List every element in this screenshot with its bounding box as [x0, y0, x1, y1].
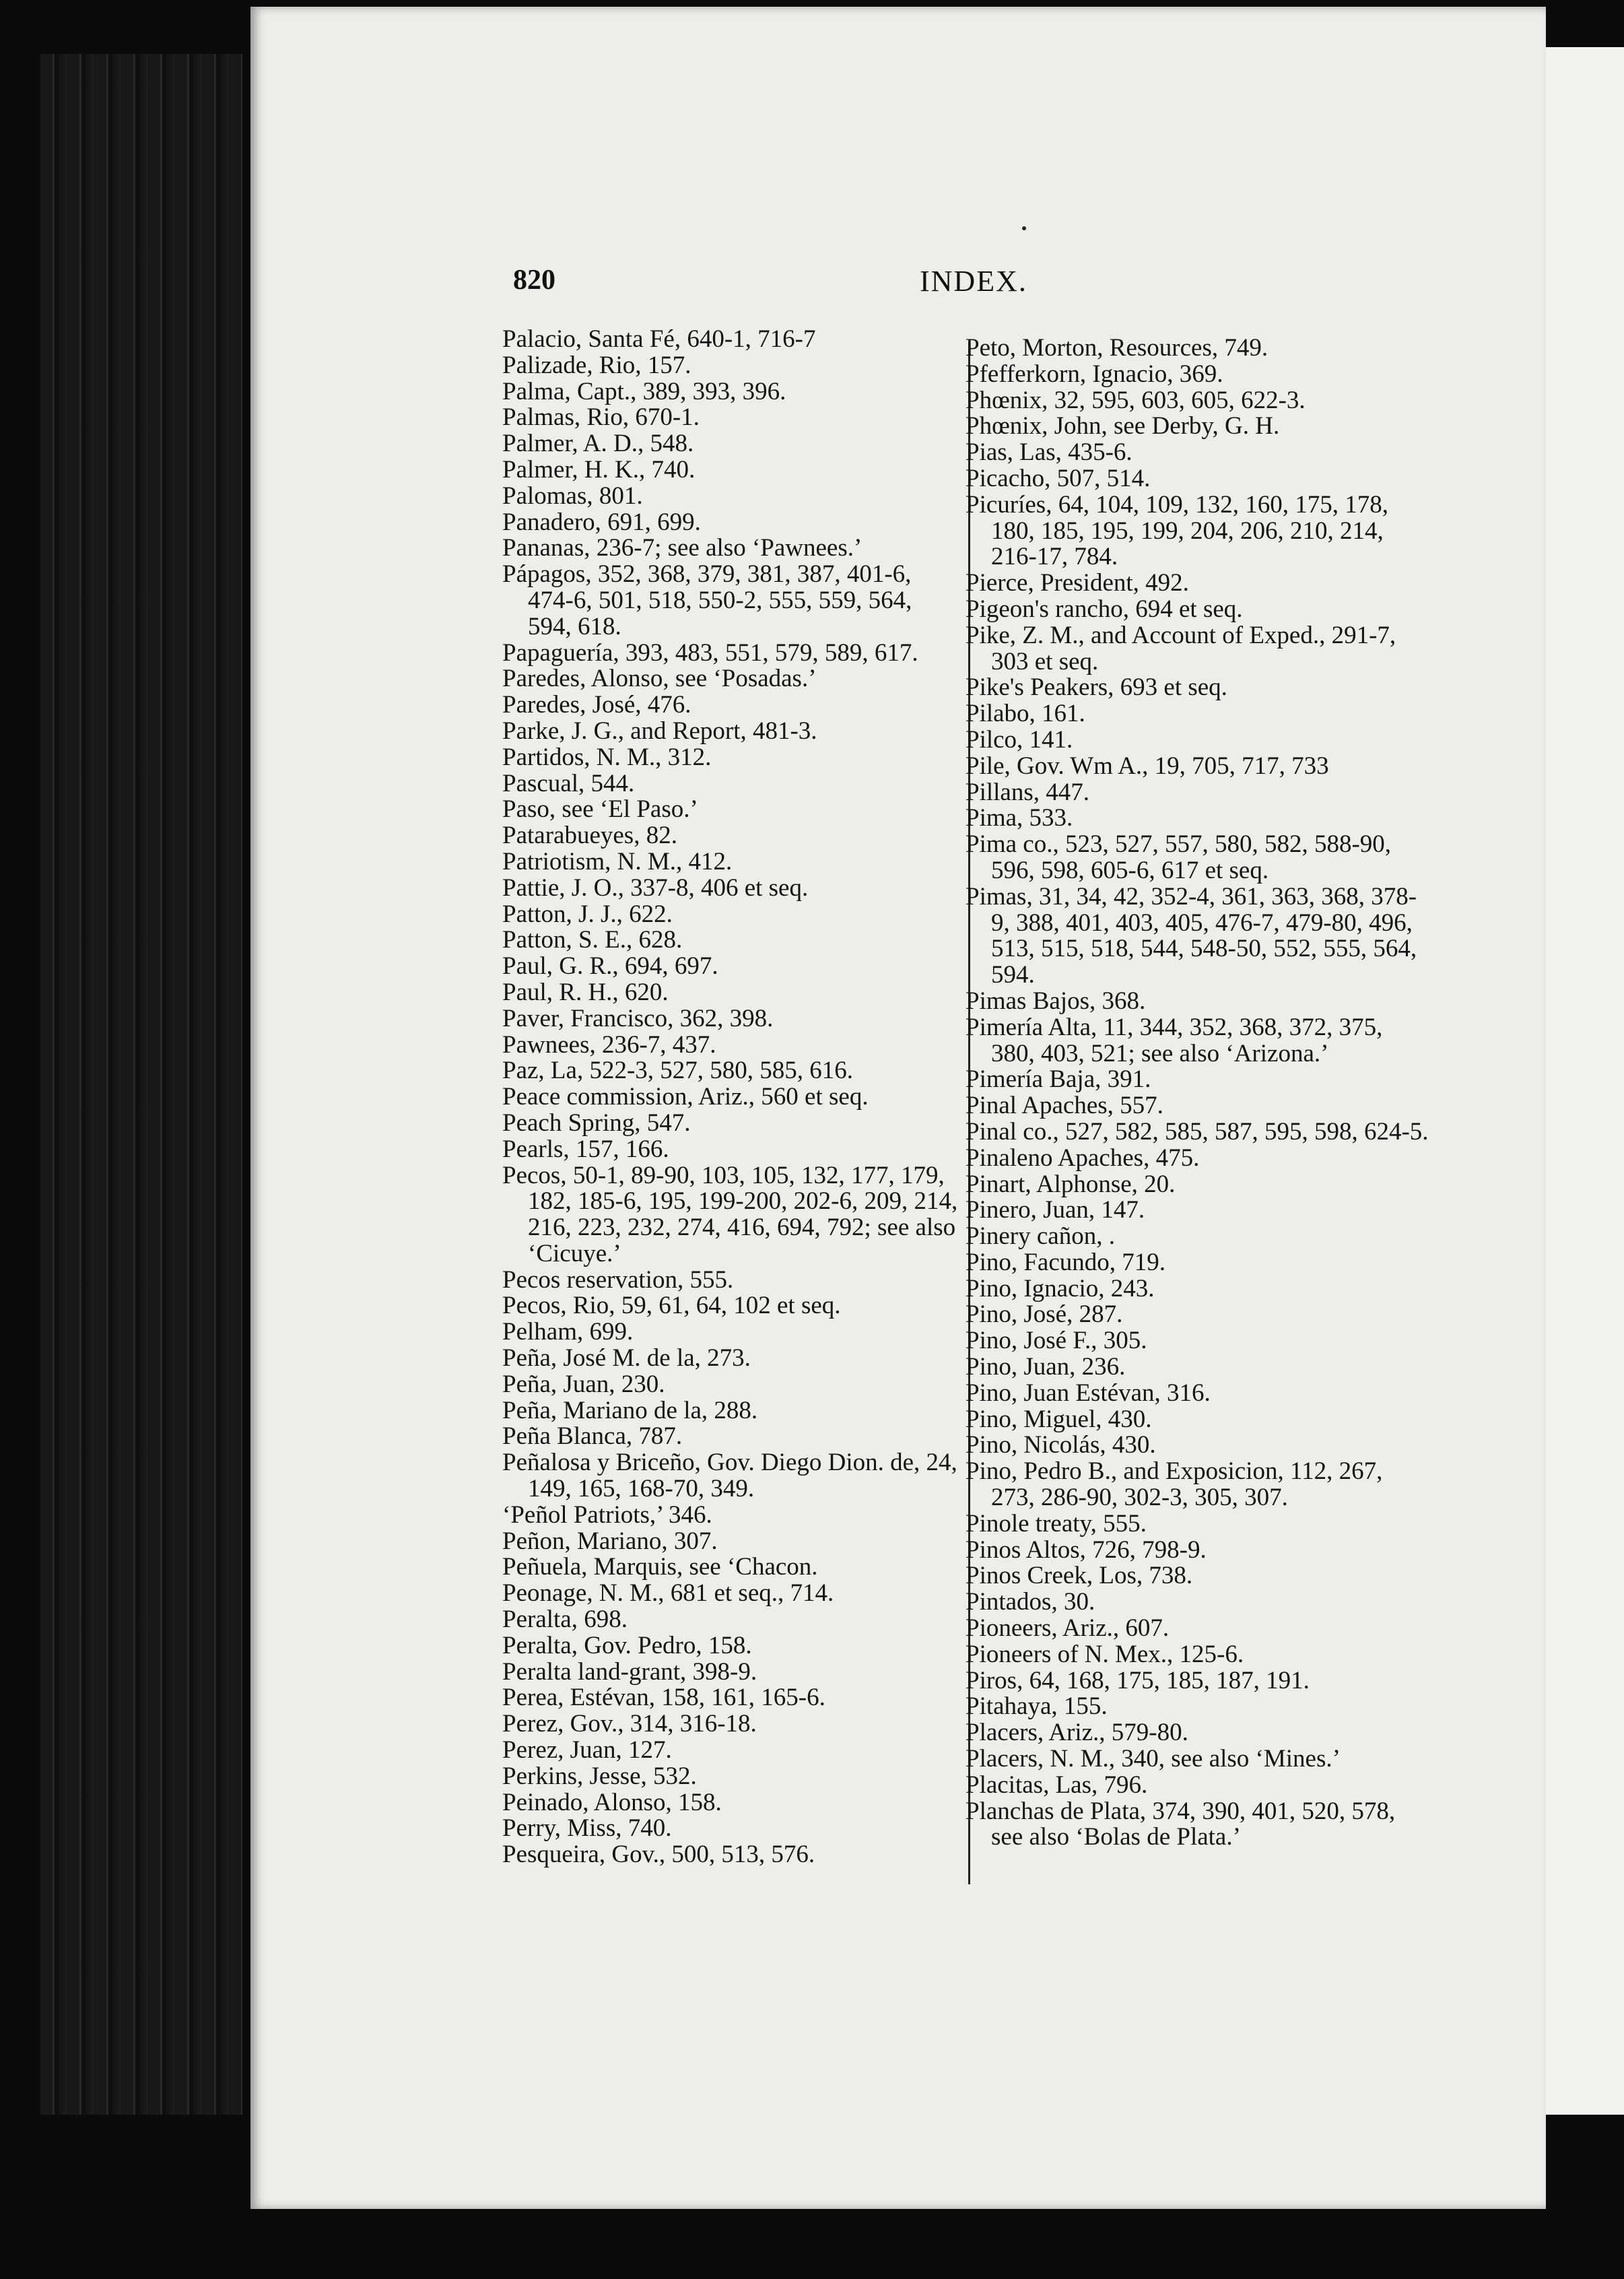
index-entry: Peinado, Alonso, 158. [502, 1788, 722, 1816]
index-entry: Pelham, 699. [502, 1318, 634, 1346]
index-entry: Pattie, J. O., 337-8, 406 et seq. [502, 873, 809, 902]
index-entry: Perkins, Jesse, 532. [502, 1762, 697, 1790]
index-entry: Palma, Capt., 389, 393, 396. [502, 377, 786, 405]
index-entry: Placers, Ariz., 579-80. [966, 1719, 1188, 1747]
index-entry: Pawnees, 236-7, 437. [502, 1030, 716, 1059]
index-entry: Patton, J. J., 622. [502, 900, 673, 928]
index-entry: Phœnix, John, see Derby, G. H. [966, 412, 1280, 440]
running-head: INDEX. [920, 265, 1027, 298]
index-entry: Pinero, Juan, 147. [966, 1196, 1145, 1224]
index-entry: Perez, Gov., 314, 316-18. [502, 1710, 757, 1738]
index-entry: Pinery cañon, . [966, 1222, 1115, 1251]
index-entry: Pesqueira, Gov., 500, 513, 576. [502, 1841, 815, 1869]
index-entry: Piros, 64, 168, 175, 185, 187, 191. [966, 1666, 1310, 1694]
index-entry: Peñon, Mariano, 307. [502, 1527, 718, 1555]
index-entry: Peñuela, Marquis, see ‘Chacon. [502, 1553, 818, 1581]
index-entry: Peralta, Gov. Pedro, 158. [502, 1631, 752, 1659]
index-entry: Pike's Peakers, 693 et seq. [966, 673, 1227, 702]
index-entry: Peace commission, Ariz., 560 et seq. [502, 1083, 869, 1111]
page-header [513, 264, 1025, 304]
index-entry: Pinole treaty, 555. [966, 1509, 1147, 1538]
index-column-right [966, 335, 1430, 1851]
index-entry: Pile, Gov. Wm A., 19, 705, 717, 733 [966, 752, 1329, 780]
index-entry: Pierce, President, 492. [966, 569, 1189, 597]
index-entry: Paul, R. H., 620. [502, 978, 669, 1006]
index-column-left [502, 327, 960, 1868]
index-entry: Pinal Apaches, 557. [966, 1092, 1163, 1120]
index-entry: Pimería Alta, 11, 344, 352, 368, 372, 375, 380, 403, 521; see also ‘Arizona.’ [966, 1013, 1383, 1067]
index-entry: Pioneers, Ariz., 607. [966, 1614, 1170, 1643]
index-entry: Peña, Juan, 230. [502, 1370, 665, 1398]
index-entry: Pápagos, 352, 368, 379, 381, 387, 401-6, 474-6, 501, 518, 550-2, 555, 559, 564, 594, 618. [502, 560, 912, 640]
index-entry: Picuríes, 64, 104, 109, 132, 160, 175, 178, 180, 185, 195, 199, 204, 206, 210, 214, 216-17, 784. [966, 490, 1388, 571]
index-entry: Peña Blanca, 787. [502, 1422, 683, 1451]
index-entry: Pilabo, 161. [966, 700, 1085, 728]
page-number: 820 [513, 265, 555, 296]
index-entry: Pino, Miguel, 430. [966, 1405, 1152, 1433]
index-entry: Palmas, Rio, 670-1. [502, 403, 700, 432]
index-entry: Perez, Juan, 127. [502, 1736, 672, 1764]
index-entry: Panadero, 691, 699. [502, 508, 701, 536]
index-entry: Pimas, 31, 34, 42, 352-4, 361, 363, 368, 378-9, 388, 401, 403, 405, 476-7, 479-80, 496, 513, 515, 518, 544, 548-50, 552, 555, 564, 594. [966, 882, 1417, 989]
index-entry: Perea, Estévan, 158, 161, 165-6. [502, 1684, 825, 1712]
index-entry: Patton, S. E., 628. [502, 926, 683, 954]
index-entry: Picacho, 507, 514. [966, 464, 1151, 492]
index-entry: Pino, Pedro B., and Exposicion, 112, 267, 273, 286-90, 302-3, 305, 307. [966, 1457, 1383, 1512]
index-entry: Placers, N. M., 340, see also ‘Mines.’ [966, 1745, 1341, 1773]
index-entry: Pino, Facundo, 719. [966, 1248, 1166, 1276]
index-entry: Pias, Las, 435-6. [966, 438, 1132, 467]
index-entry: Palizade, Rio, 157. [502, 351, 691, 379]
index-entry: Peto, Morton, Resources, 749. [966, 334, 1268, 362]
index-entry: Phœnix, 32, 595, 603, 605, 622-3. [966, 386, 1306, 414]
index-entry: Pearls, 157, 166. [502, 1135, 669, 1163]
index-entry: Pfefferkorn, Ignacio, 369. [966, 360, 1223, 388]
index-entry: Pimería Baja, 391. [966, 1065, 1151, 1094]
index-entry: Pioneers of N. Mex., 125-6. [966, 1640, 1244, 1668]
index-entry: Pino, Juan Estévan, 316. [966, 1379, 1211, 1407]
index-entry: Pima co., 523, 527, 557, 580, 582, 588-90, 596, 598, 605-6, 617 et seq. [966, 830, 1392, 884]
index-entry: Placitas, Las, 796. [966, 1771, 1148, 1799]
index-entry: Paz, La, 522-3, 527, 580, 585, 616. [502, 1057, 854, 1085]
index-entry: Planchas de Plata, 374, 390, 401, 520, 578, see also ‘Bolas de Plata.’ [966, 1797, 1396, 1851]
index-entry: Pecos, 50-1, 89-90, 103, 105, 132, 177, 179, 182, 185-6, 195, 199-200, 202-6, 209, 214, 216, 223, 232, 274, 416, 694, 792; see also ‘Cicuye.’ [502, 1161, 958, 1267]
index-entry: Paver, Francisco, 362, 398. [502, 1004, 774, 1032]
index-entry: Pinal co., 527, 582, 585, 587, 595, 598, 624-5. [966, 1117, 1429, 1146]
index-entry: Partidos, N. M., 312. [502, 743, 712, 771]
index-entry: Paredes, Alonso, see ‘Posadas.’ [502, 665, 817, 693]
index-entry: Patriotism, N. M., 412. [502, 847, 733, 876]
index-entry: Pecos reservation, 555. [502, 1265, 734, 1294]
index-entry: Paul, G. R., 694, 697. [502, 952, 718, 981]
index-entry: Pima, 533. [966, 804, 1073, 832]
index-entry: Pinos Altos, 726, 798-9. [966, 1535, 1207, 1564]
index-entry: Pananas, 236-7; see also ‘Pawnees.’ [502, 534, 862, 562]
index-entry: Pinos Creek, Los, 738. [966, 1562, 1193, 1590]
index-entry: Pilco, 141. [966, 725, 1073, 754]
index-entry: Perry, Miss, 740. [502, 1814, 672, 1843]
index-entry: Palomas, 801. [502, 482, 643, 510]
index-entry: Pecos, Rio, 59, 61, 64, 102 et seq. [502, 1292, 841, 1320]
index-entry: Peñalosa y Briceño, Gov. Diego Dion. de, 24, 149, 165, 168-70, 349. [502, 1449, 957, 1503]
index-entry: Pino, Ignacio, 243. [966, 1274, 1155, 1302]
index-entry: Pino, José F., 305. [966, 1327, 1147, 1355]
book-page-edges [40, 54, 242, 2115]
index-entry: Pintados, 30. [966, 1588, 1095, 1616]
index-entry: Pike, Z. M., and Account of Exped., 291-7, 303 et seq. [966, 621, 1396, 675]
index-entry: Pino, Juan, 236. [966, 1353, 1126, 1381]
index-entry: Pino, José, 287. [966, 1300, 1123, 1329]
index-entry: Paso, see ‘El Paso.’ [502, 795, 698, 824]
index-entry: Peña, Mariano de la, 288. [502, 1396, 758, 1424]
index-entry: Pino, Nicolás, 430. [966, 1431, 1156, 1459]
index-entry: Peralta, 698. [502, 1606, 628, 1634]
index-entry: Pascual, 544. [502, 769, 635, 797]
index-entry: Parke, J. G., and Report, 481-3. [502, 717, 817, 745]
index-entry: Pinaleno Apaches, 475. [966, 1144, 1200, 1172]
ink-speck [1022, 226, 1026, 230]
index-entry: Paredes, José, 476. [502, 691, 691, 719]
index-entry: ‘Peñol Patriots,’ 346. [502, 1500, 712, 1529]
index-entry: Peach Spring, 547. [502, 1109, 691, 1137]
index-entry: Pillans, 447. [966, 778, 1089, 806]
index-entry: Papaguería, 393, 483, 551, 579, 589, 617. [502, 638, 918, 667]
index-entry: Palmer, A. D., 548. [502, 430, 694, 458]
index-entry: Pinart, Alphonse, 20. [966, 1170, 1176, 1198]
index-entry: Pimas Bajos, 368. [966, 987, 1146, 1015]
index-entry: Patarabueyes, 82. [502, 822, 677, 850]
index-entry: Peonage, N. M., 681 et seq., 714. [502, 1579, 834, 1608]
index-entry: Peña, José M. de la, 273. [502, 1344, 751, 1373]
index-entry: Pitahaya, 155. [966, 1692, 1108, 1721]
index-entry: Palacio, Santa Fé, 640-1, 716-7 [502, 325, 816, 353]
index-entry: Pigeon's rancho, 694 et seq. [966, 595, 1243, 623]
index-entry: Palmer, H. K., 740. [502, 455, 696, 484]
index-entry: Peralta land-grant, 398-9. [502, 1657, 757, 1686]
